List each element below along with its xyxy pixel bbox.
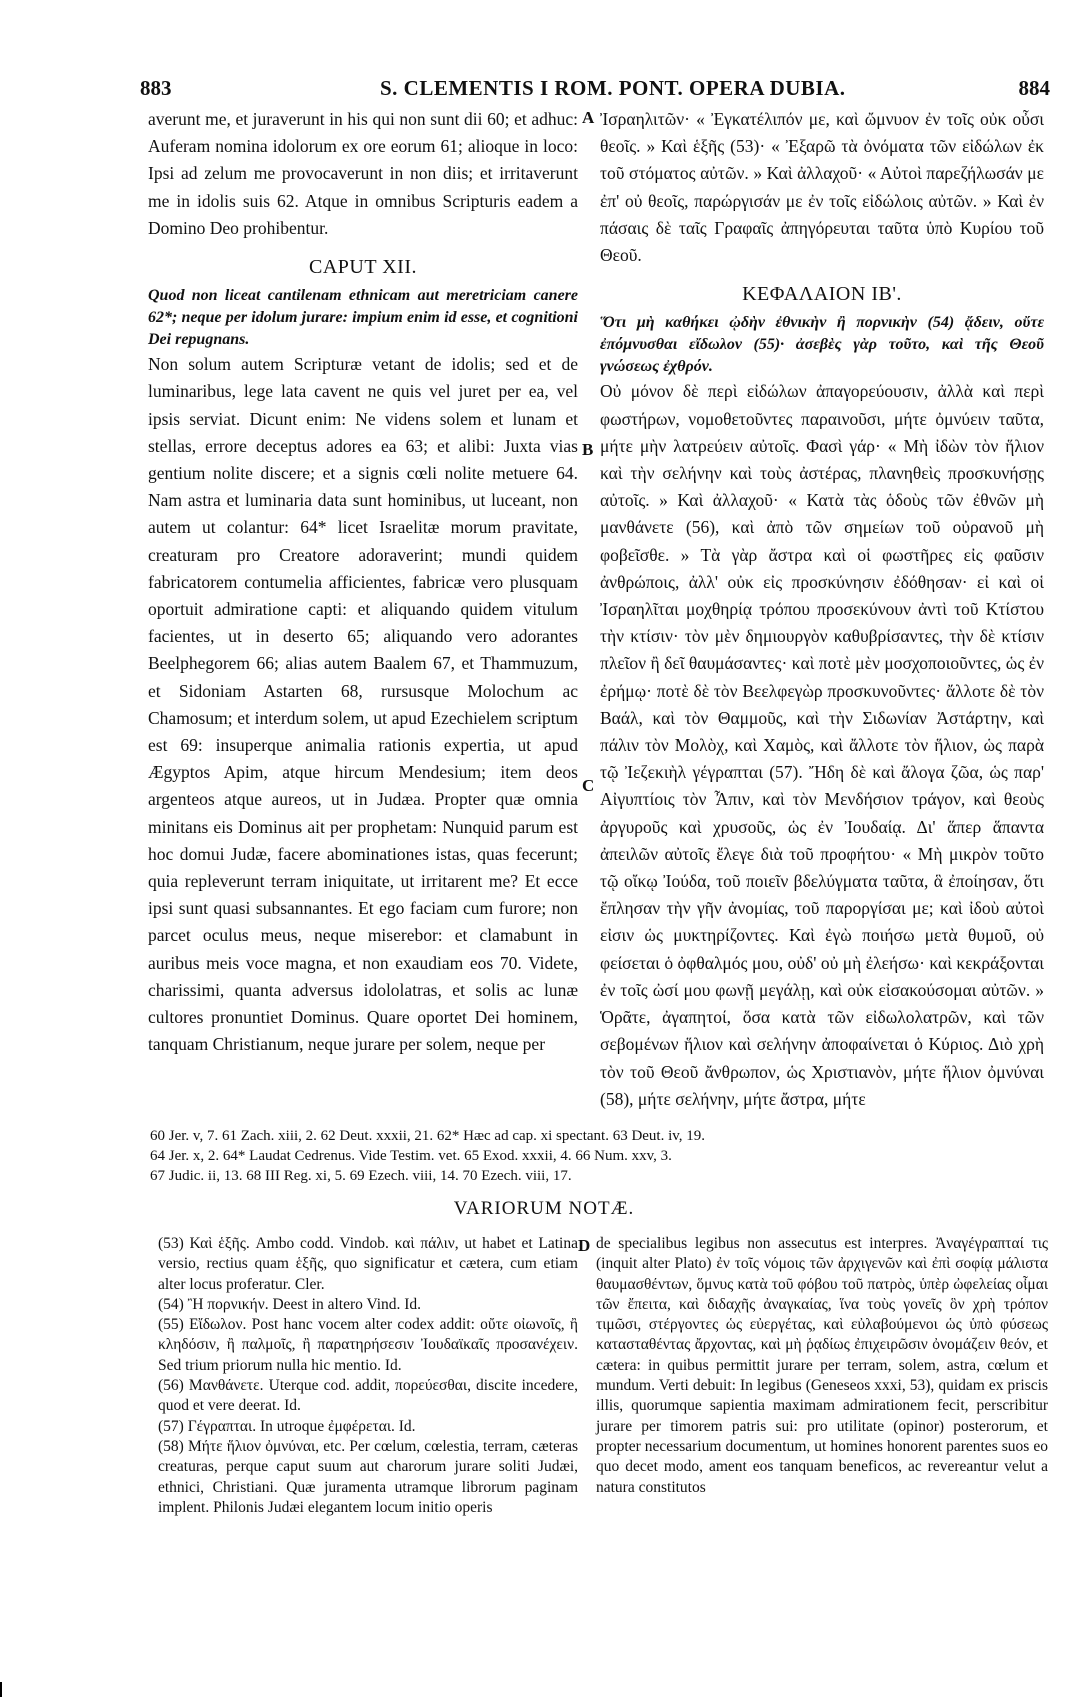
- greek-chapter-heading: ΚΕΦΑΛΑΙΟΝ ΙΒ'.: [742, 283, 902, 306]
- margin-letter-c: C: [582, 776, 595, 795]
- greek-column: [600, 106, 1044, 1113]
- greek-top-paragraph: Ἰσραηλιτῶν· « Ἐγκατέλιπόν με, καὶ ὤμνυον ἐν τοῖς οὐκ οὖσι θεοῖς. » Καὶ ἑξῆς (53)· « Ἐξαρῶ τὰ ὀνόματα τῶν εἰδώλων ἐκ τοῦ στόματος αὐτῶν. » Καὶ ἀλλαχοῦ· « Αὐτοὶ παρεζήλωσάν με ἐπ' οὐ θεοῖς, παρώργισάν με ἐν τοῖς εἰδώλοις αὐτῶν. » Καὶ ἐν πάσαις δὲ ταῖς Γραφαῖς ἀπηγόρευται ταῦτα ὑπὸ Κυρίου τοῦ Θεοῦ.: [600, 109, 1044, 266]
- note-53: (53) Καὶ ἑξῆς. Ambo codd. Vindob. καὶ πάλιν, ut habet et Latina versio, rectius quam ἑξῆς, quo significatur et cætera, cum etiam alter locus proferatur. Cler.: [158, 1235, 578, 1293]
- notes-right-column: [596, 1234, 1048, 1498]
- margin-letter-b: B: [582, 440, 594, 459]
- running-title: S. CLEMENTIS I ROM. PONT. OPERA DUBIA.: [380, 76, 846, 100]
- note-58-continued: de specialibus legibus non assecutus est interpres. Ἀναγέγραπταί τις (inquit alter Plato) ἐν τοῖς νόμοις τῶν ἀρχιγενῶν καὶ ἐπὶ σοφίᾳ μάλιστα θαυμασθέντων, ὅμνυς κατὰ τοῦ φόβου τοῦ πατρὸς, ὑπὲρ ὠφελείας οἶμαι τῶν ἔπειτα, καὶ διδαχῆς ἀναγκαίας, ἵνα τοὺς γονεῖς ὃν χρὴ τρόπον τιμῶσι, στέργοντες ὡς εὐεργέτας, καὶ εὐλαβούμενοι ὡς ὑπὸ φύσεως κατασταθέντας ἄρχοντας, καὶ μὴ ῥᾳδίως ἐπιχειρῶσιν ὀνομάζειν θεόν, et cætera: in quibus permittit jurare per terram, solem, astra, cœlum et mundum. Verti debuit: In legibus (Geneseos xxxi, 53), quidam ex priscis illis, quorumque sapientia maximam admirationem fecit, perscribitur jurare per timorem patris sui: pro utilitate (opinor) posterorum, et propter necessarium documentum, ut homines honorent parentes suos eo quo decet modo, ament eos tanquam beneficos, ac revereantur velut a natura constitutos: [596, 1235, 1048, 1496]
- greek-body: Οὐ μόνον δὲ περὶ εἰδώλων ἀπαγορεύουσιν, ἀλλὰ καὶ περὶ φωστήρων, νομοθετοῦντες παραινοῦσι, μήτε ὀμνύειν ταῦτα, μήτε μὴν λατρεύειν αὐτοῖς. Φασὶ γάρ· « Μὴ ἰδὼν τὸν ἥλιον καὶ τὴν σελήνην καὶ τοὺς ἀστέρας, πλανηθεὶς προσκυνήσῃς αὐτοῖς. » Καὶ ἀλλαχοῦ· « Κατὰ τὰς ὁδοὺς τῶν ἐθνῶν μὴ μανθάνετε (56), καὶ ἀπὸ τῶν σημείων τοῦ οὐρανοῦ μὴ φοβεῖσθε. » Τὰ γὰρ ἄστρα καὶ οἱ φωστῆρες εἰς φαῦσιν ἀνθρώποις, ἀλλ' οὐκ εἰς προσκύνησιν ἐδόθησαν· εἰ καὶ οἱ Ἰσραηλῖται μοχθηρίᾳ τρόπου προσεκύνουν ἀντὶ τοῦ Κτίστου τὴν κτίσιν· τὸν μὲν δημιουργὸν καθυβρίσαντες, τὴν δὲ κτίσιν πλεῖον ἢ δεῖ θαυμάσαντες· καὶ ποτὲ μὲν μοσχοποιοῦντες, ὡς ἐν ἐρήμῳ· ποτὲ δὲ τὸν Βεελφεγὼρ προσκυνοῦντες· ἄλλοτε δὲ τὸν Βαάλ, καὶ τὸν Θαμμοῦς, καὶ τὴν Σιδωνίαν Ἀστάρτην, καὶ πάλιν τὸν Μολὸχ, καὶ Χαμὸς, καὶ ἄλλοτε τὸν ἥλιον, ὡς παρὰ τῷ Ἰεζεκιὴλ γέγραπται (57). Ἤδη δὲ καὶ ἄλογα ζῶα, ὡς παρ' Αἰγυπτίοις τὸν Ἆπιν, καὶ τὸν Μενδήσιον τράγον, καὶ θεοὺς ἀργυροῦς καὶ χρυσοῦς, ὡς ἐν Ἰουδαίᾳ. Δι' ἅπερ ἅπαντα ἀπειλῶν αὐτοῖς ἔλεγε διὰ τοῦ προφήτου· « Μὴ μικρὸν τοῦτο τῷ οἴκῳ Ἰούδα, τοῦ ποιεῖν βδελύγματα ταῦτα, ἃ ἐποίησαν, ὅτι ἔπλησαν τὴν γῆν ἀνομίας, τοῦ παροργίσαι με; καὶ ἰδοὺ αὐτοὶ εἰσιν ὡς μυκτηρίζοντες. Καὶ ἐγὼ ποιήσω μετὰ θυμοῦ, οὐ φείσεται ὁ ὀφθαλμός μου, οὐδ' οὐ μὴ ἐλεήσω· καὶ κεκράξονται ἐν τοῖς ὠσί μου φωνῇ μεγάλῃ, καὶ οὐκ εἰσακούσομαι αὐτῶν. » Ὁρᾶτε, ἀγαπητοί, ὅσα κατὰ τῶν εἰδωλολατρῶν, καὶ τῶν σεβομένων ἥλιον καὶ σελήνην ἀποφαίνεται ὁ Κύριος. Διὸ χρὴ τὸν τοῦ Θεοῦ ἄνθρωπον, ὡς Χριστιανὸν, μήτε ἥλιον ὀμνύναι (58), μήτε σελήνην, μήτε ἄστρα, μήτε: [600, 381, 1044, 1109]
- note-57: (57) Γέγραπται. In utroque ἐμφέρεται. Id.: [158, 1417, 416, 1435]
- page-number-right: 884: [1018, 76, 1050, 100]
- reference-line: 67 Judic. ii, 13. 68 III Reg. xi, 5. 69 Ezech. viii, 14. 70 Ezech. viii, 17.: [150, 1168, 572, 1184]
- margin-letter-a: A: [582, 108, 595, 127]
- margin-letter-d: D: [578, 1236, 591, 1255]
- latin-body: Non solum autem Scripturæ vetant de idolis; sed et de luminaribus, lege lata cavent ne quis vel juret per ea, vel ipsis serviat. Dicunt enim: Ne videns solem et lunam et stellas, errore deceptus adores ea 63; et alibi: Juxta vias gentium nolite discere; et a signis cœli nolite metuere 64. Nam astra et luminaria data sunt hominibus, ut luceant, non autem ut colantur: 64* licet Israelitæ morum pravitate, creaturam pro Creatore adoraverint; mundi quidem fabricatorem contumelia afficientes, fabricæ vero plusquam oportuit admiratione capti: et aliquando quidem vitulum facientes, ut in deserto 65; aliquando vero adorantes Beelphegorem 66; alias autem Baalem 67, et Thammuzum, et Sidoniam Astarten 68, rursusque Molochum ac Chamosum; et interdum solem, ut apud Ezechielem scriptum est 69: insuperque animalia rationis expertia, ut apud Ægyptos Apim, atque hircum Mendesium; item deos argenteos atque aureos, ut in Judæa. Propter quæ omnia minitans eis Dominus ait per prophetam: Nunquid parum est hoc domui Judæ, facere abominationes istas, quas fecerunt; quia repleverunt terram iniquitate, ut irritarent me? Et ecce ipsi sunt quasi subsannantes. Et ego faciam cum furore; non parcet oculus meus, neque miserebor: et clamabunt in auribus meis voce magna, et non exaudiam eos 70. Videte, charissimi, quanta adversus idololatras, et solis ac lunæ cultores pronuntiet Dominus. Quare oportet Dei hominem, tanquam Christianum, neque jurare per solem, neque per: [148, 354, 578, 1055]
- latin-top-paragraph: averunt me, et juraverunt in his qui non sunt dii 60; et adhuc: Auferam nomina idolorum ex ore eorum 61; alioque in loco: Ipsi ad zelum me provocaverunt in non diis; et irritaverunt me in idolis suis 62. Atque in omnibus Scripturis eadem a Domino Deo prohibentur.: [148, 109, 578, 238]
- latin-chapter-rubric: Quod non liceat cantilenam ethnicam aut meretriciam canere 62*; neque per idolum jurare: impium enim id esse, et cognitioni Dei repugnans.: [148, 287, 578, 349]
- latin-column: [148, 106, 578, 1059]
- notes-heading: VARIORUM NOTÆ.: [453, 1198, 635, 1219]
- running-header: [140, 72, 1050, 106]
- note-54: (54) Ἢ πορνικήν. Deest in altero Vind. Id.: [158, 1295, 422, 1313]
- note-56: (56) Μανθάνετε. Uterque cod. addit, πορεύεσθαι, discite incedere, quod et vere deerat. Id.: [158, 1377, 578, 1415]
- notes-left-column: [158, 1234, 578, 1518]
- reference-line: 64 Jer. x, 2. 64* Laudat Cedrenus. Vide Testim. vet. 65 Exod. xxxii, 4. 66 Num. xxv, 3.: [150, 1148, 672, 1164]
- note-58: (58) Μήτε ἥλιον ὀμνύναι, etc. Per cœlum, cœlestia, terram, cæteras creaturas, perque caput suum aut charorum jurare soliti Judæi, ethnici, Christiani. Quæ juramenta utramque librorum paginam implent. Philonis Judæi elegantem locum initio operis: [158, 1437, 578, 1516]
- note-55: (55) Εἴδωλον. Post hanc vocem alter codex addit: οὔτε οἰωνοῖς, ἢ κληδόσιν, ἢ παλμοῖς, ἢ παρατηρήσεσιν Ἰουδαϊκαῖς προσανέχειν. Sed trium priorum nulla hic mentio. Id.: [158, 1316, 578, 1374]
- scripture-references: [150, 1126, 1040, 1186]
- latin-chapter-heading: CAPUT XII.: [309, 256, 417, 279]
- page-number-left: 883: [140, 76, 172, 100]
- greek-chapter-rubric: Ὅτι μὴ καθήκει ᾠδὴν ἐθνικὴν ἢ πορνικὴν (54) ᾄδειν, οὔτε ἐπόμνυσθαι εἴδωλον (55)· ἀσεβὲς γὰρ τοῦτο, καὶ τῆς Θεοῦ γνώσεως ἐχθρόν.: [600, 314, 1044, 376]
- reference-line: 60 Jer. v, 7. 61 Zach. xiii, 2. 62 Deut. xxxii, 21. 62* Hæc ad cap. xi spectant. 63 Deut. iv, 19.: [150, 1128, 706, 1144]
- scan-edge-mark: [0, 1682, 2, 1697]
